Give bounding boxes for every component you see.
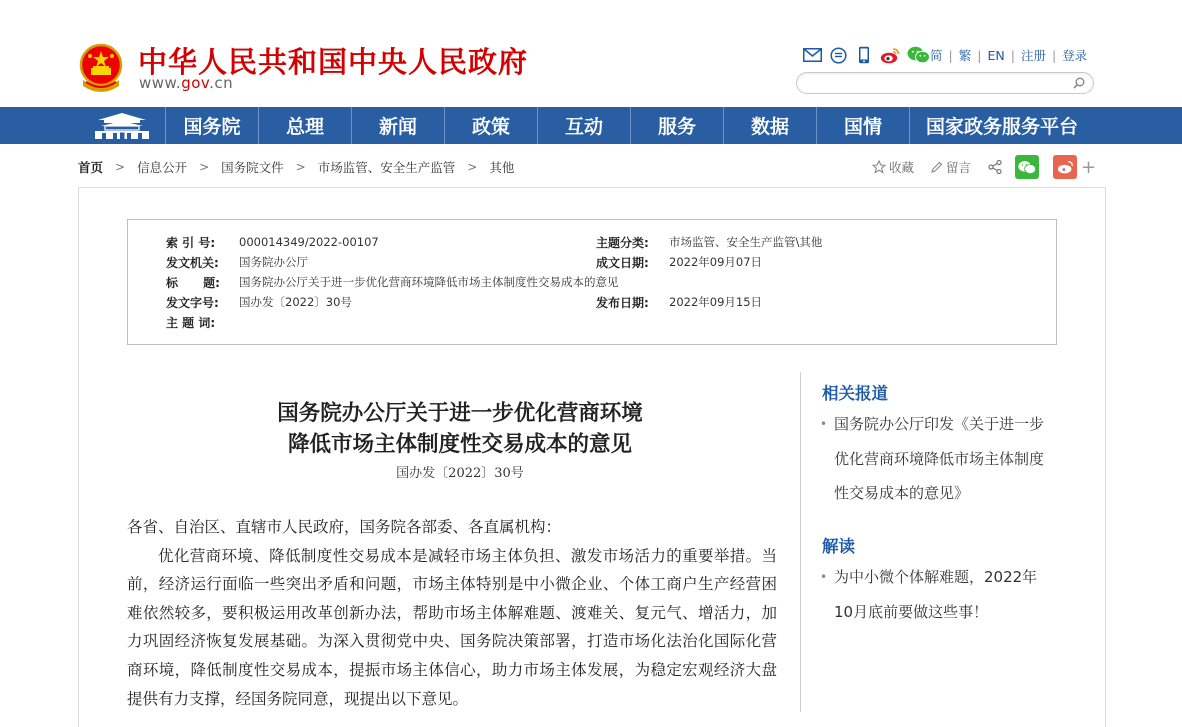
breadcrumb-item[interactable]: 国务院文件 — [221, 160, 284, 175]
link-login[interactable]: 登录 — [1062, 48, 1088, 63]
domain-suffix: .cn — [209, 74, 234, 92]
article-title-line: 降低市场主体制度性交易成本的意见 — [287, 432, 632, 457]
publish-date-value: 2022年09月15日 — [669, 295, 763, 309]
related-heading: 相关报道 — [822, 384, 888, 403]
date-written-value: 2022年09月07日 — [669, 255, 763, 269]
breadcrumb-home[interactable]: 首页 — [78, 160, 104, 175]
search-icon[interactable] — [1072, 76, 1086, 90]
tiananmen-icon — [92, 112, 152, 140]
title-label: 标 题: — [166, 275, 220, 290]
page-tools — [872, 154, 1096, 180]
breadcrumb-item[interactable]: 市场监管、安全生产监管 — [317, 160, 456, 175]
link-english[interactable]: EN — [987, 47, 1005, 63]
nav-item-service-platform[interactable]: 国家政务服务平台 — [925, 116, 1078, 138]
separator: | — [977, 47, 982, 63]
pencil-icon — [930, 161, 943, 174]
category-label: 主题分类: — [596, 235, 649, 250]
mobile-icon[interactable] — [854, 46, 874, 64]
comment-button[interactable] — [930, 158, 971, 176]
nav-item-state-council[interactable]: 国务院 — [166, 107, 259, 144]
header-links — [930, 46, 1087, 64]
site-title[interactable]: 中华人民共和国中央人民政府 — [138, 45, 529, 79]
nav-item-interaction[interactable]: 互动 — [538, 107, 631, 144]
keywords-label: 主 题 词: — [166, 315, 216, 330]
national-emblem-icon[interactable] — [78, 42, 124, 92]
share-weibo-button[interactable] — [1053, 155, 1077, 179]
more-share-button[interactable]: + — [1081, 156, 1097, 178]
separator: | — [948, 47, 953, 63]
chevron-right-icon: > — [467, 160, 478, 174]
nav-item-policy[interactable]: 政策 — [445, 107, 538, 144]
date-written-label: 成文日期: — [596, 255, 649, 270]
separator: | — [1051, 47, 1057, 63]
interpret-link[interactable]: • 为中小微个体解难题，2022年10月底前要做这些事！ — [820, 560, 1048, 629]
separator: | — [1010, 47, 1015, 63]
link-register[interactable]: 注册 — [1020, 48, 1046, 63]
nav-item-premier[interactable]: 总理 — [259, 107, 352, 144]
breadcrumb-item[interactable]: 信息公开 — [137, 160, 188, 175]
publish-date-label: 发布日期: — [596, 295, 649, 310]
favorite-button[interactable] — [872, 158, 914, 176]
category-value: 市场监管、安全生产监管\其他 — [669, 235, 823, 249]
header-icons — [802, 45, 930, 65]
nav-item-data[interactable]: 数据 — [724, 107, 817, 144]
link-simplified[interactable]: 简 — [930, 48, 943, 63]
site-header — [0, 0, 1182, 107]
chevron-right-icon: > — [295, 160, 306, 174]
index-value: 000014349/2022-00107 — [239, 235, 379, 249]
related-list — [820, 407, 1048, 511]
breadcrumb — [78, 158, 514, 176]
nav-home-button[interactable] — [78, 107, 166, 144]
domain-main: gov — [181, 74, 210, 92]
weibo-icon[interactable] — [880, 46, 900, 64]
link-traditional[interactable]: 繁 — [958, 48, 972, 63]
weibo-icon — [1057, 160, 1074, 174]
sidebar-divider — [800, 372, 801, 712]
nav-item-news[interactable]: 新闻 — [352, 107, 445, 144]
comment-label: 留言 — [946, 160, 972, 175]
interpret-list — [820, 560, 1048, 629]
main-nav — [0, 107, 1182, 144]
related-link[interactable]: • 国务院办公厅印发《关于进一步优化营商环境降低市场主体制度性交易成本的意见》 — [820, 407, 1048, 511]
doc-no-value: 国办发〔2022〕30号 — [239, 295, 352, 309]
doc-no-label: 发文字号: — [166, 295, 219, 310]
domain-prefix: www. — [139, 74, 182, 92]
paragraph: 优化营商环境、降低制度性交易成本是减轻市场主体负担、激发市场活力的重要举措。当前，经济运行面临一些突出矛盾和问题，市场主体特别是中小微企业、个体工商户生产经营困难依然较多，要积极运用改革创新办法，帮助市场主体解难题、渡难关、复元气、增活力，加力巩固经济恢复发展基础。为深入贯彻党中央、国务院决策部署，打造市场化法治化国际化营商环境，降低制度性交易成本，提振市场主体信心，助力市场主体发展，为稳定宏观经济大盘提供有力支撑，经国务院同意，现提出以下意见。 — [127, 547, 777, 708]
chevron-right-icon: > — [199, 160, 210, 174]
mail-icon[interactable] — [802, 46, 822, 64]
breadcrumb-item[interactable]: 其他 — [489, 160, 515, 175]
star-icon — [872, 160, 886, 174]
interpret-heading: 解读 — [822, 537, 855, 556]
article-doc-number: 国办发〔2022〕30号 — [396, 466, 524, 481]
chevron-right-icon: > — [115, 160, 126, 174]
salutation: 各省、自治区、直辖市人民政府，国务院各部委、各直属机构： — [127, 519, 562, 536]
article-body — [127, 514, 777, 714]
wechat-icon — [1018, 160, 1036, 175]
share-wechat-button[interactable] — [1015, 155, 1039, 179]
title-value: 国务院办公厅关于进一步优化营商环境降低市场主体制度性交易成本的意见 — [239, 275, 619, 289]
site-domain — [139, 74, 233, 92]
nav-item-national-info[interactable]: 国情 — [817, 107, 910, 144]
index-label: 索 引 号: — [166, 235, 216, 250]
favorite-label: 收藏 — [889, 160, 915, 175]
issuer-value: 国务院办公厅 — [239, 255, 308, 269]
share-icon — [987, 159, 1003, 175]
issuer-label: 发文机关: — [166, 255, 219, 270]
nav-item-services[interactable]: 服务 — [631, 107, 724, 144]
share-button[interactable] — [987, 159, 1003, 175]
search-box — [796, 72, 1094, 94]
message-icon[interactable] — [828, 46, 848, 64]
article-title — [127, 398, 793, 460]
article-title-line: 国务院办公厅关于进一步优化营商环境 — [277, 401, 643, 426]
search-input[interactable] — [807, 75, 1067, 91]
document-info-table — [127, 219, 1057, 345]
wechat-icon[interactable] — [906, 46, 930, 64]
